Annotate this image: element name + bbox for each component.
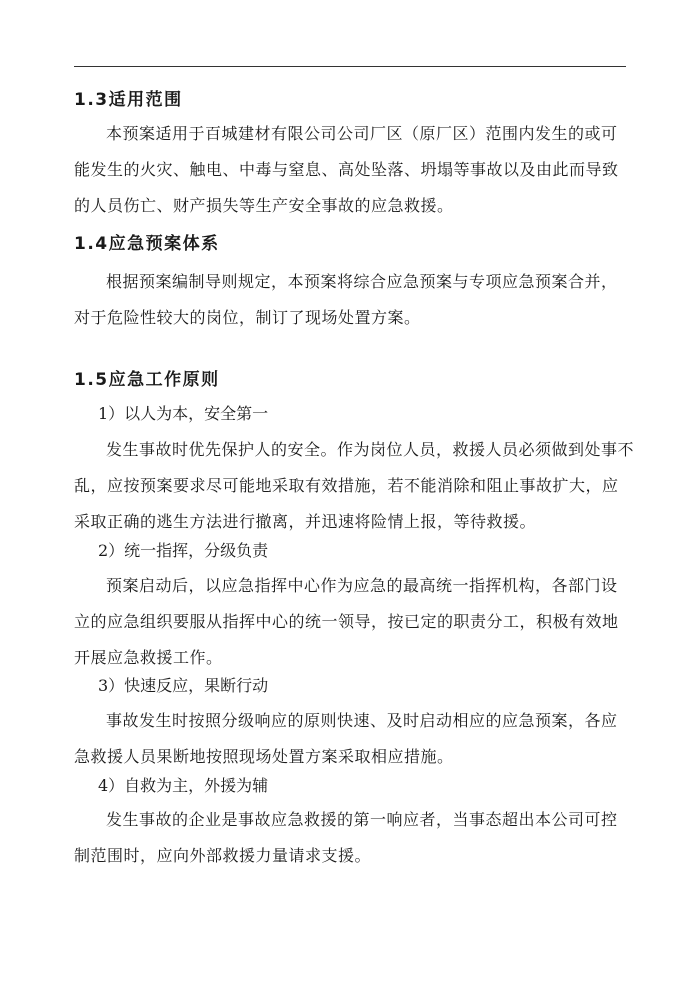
paragraph-line: 预案启动后，以应急指挥中心作为应急的最高统一指挥机构，各部门设 — [106, 576, 618, 595]
principle-title: 4）自救为主，外援为辅 — [98, 776, 269, 795]
section-heading-principles: 1.5应急工作原则 — [74, 370, 220, 390]
paragraph-line: 急救援人员果断地按照现场处置方案采取相应措施。 — [74, 747, 454, 766]
paragraph-line: 能发生的火灾、触电、中毒与窒息、高处坠落、坍塌等事故以及由此而导致 — [74, 160, 619, 179]
principle-paragraph — [74, 568, 626, 676]
section-heading-system: 1.4应急预案体系 — [74, 234, 220, 254]
principle-title: 3）快速反应，果断行动 — [98, 676, 269, 695]
section-paragraph-scope — [74, 116, 626, 224]
header-rule — [74, 66, 626, 67]
paragraph-line: 的人员伤亡、财产损失等生产安全事故的应急救援。 — [74, 196, 454, 215]
paragraph-line: 事故发生时按照分级响应的原则快速、及时启动相应的应急预案，各应 — [106, 711, 618, 730]
paragraph-line: 采取正确的逃生方法进行撤离，并迅速将险情上报，等待救援。 — [74, 512, 537, 531]
principle-title: 2）统一指挥，分级负责 — [98, 541, 269, 560]
paragraph-line: 乱，应按预案要求尽可能地采取有效措施，若不能消除和阻止事故扩大，应 — [74, 476, 619, 495]
principle-paragraph — [74, 703, 626, 775]
paragraph-line: 制范围时，应向外部救援力量请求支援。 — [74, 846, 372, 865]
paragraph-line: 立的应急组织要服从指挥中心的统一领导，按已定的职责分工，积极有效地 — [74, 612, 619, 631]
paragraph-line: 发生事故时优先保护人的安全。作为岗位人员，救援人员必须做到处事不 — [106, 440, 635, 459]
paragraph-line: 根据预案编制导则规定，本预案将综合应急预案与专项应急预案合并， — [106, 272, 618, 291]
paragraph-line: 本预案适用于百城建材有限公司公司厂区（原厂区）范围内发生的或可 — [106, 124, 618, 143]
principle-paragraph — [74, 432, 635, 540]
paragraph-line: 对于危险性较大的岗位，制订了现场处置方案。 — [74, 308, 421, 327]
section-heading-scope: 1.3适用范围 — [74, 90, 183, 110]
paragraph-line: 发生事故的企业是事故应急救援的第一响应者，当事态超出本公司可控 — [106, 810, 618, 829]
principle-title: 1）以人为本，安全第一 — [98, 404, 269, 423]
paragraph-line: 开展应急救援工作。 — [74, 648, 223, 667]
principle-paragraph — [74, 802, 626, 874]
section-paragraph-system — [74, 264, 626, 336]
